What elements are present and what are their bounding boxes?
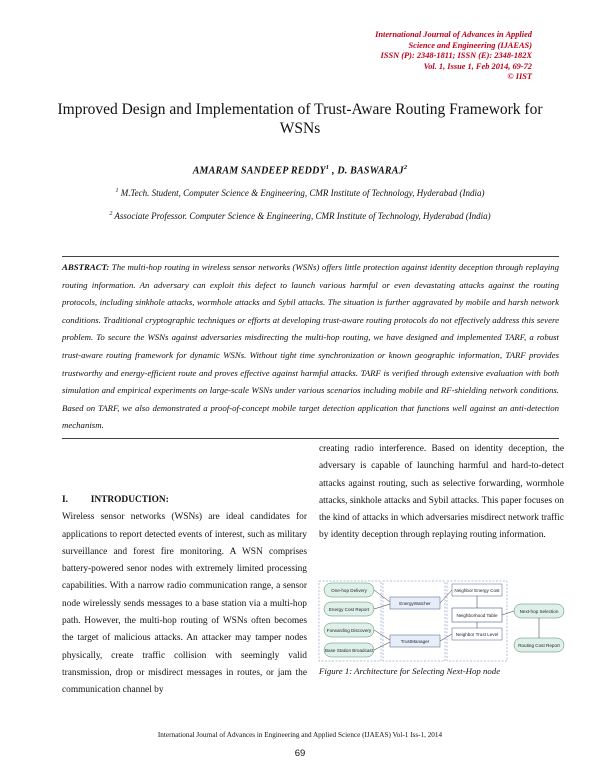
intro-left-text: Wireless sensor networks (WSNs) are ideal candidates for applications to report detected events of interest, such as military surveillance and forest fire monitoring. A WSN comprises battery-powered senor nodes with extremely limited processing capabilities. With a narrow radio communication range, a sensor node wirelessly sends messages to a base station via a multi-hop path. However, the multi-hop routing of WSNs often becomes the target of malicious attacks. An attacker may tamper nodes physically, create traffic collision with seemingly valid transmission, drop or misdirect messages in routes, or jam the communication channel by [62,512,307,696]
svg-text:Neighbor Trust Level: Neighbor Trust Level [455,632,499,637]
svg-text:Base Station Broadcast: Base Station Broadcast [324,648,374,653]
affiliation-1-sup: 1 [115,188,119,194]
volume-line: Vol. 1, Issue 1, Feb 2014, 69-72 [423,61,532,71]
author-2: D. BASWARAJ [337,165,404,177]
neighbor-energy-cost-box [452,584,502,596]
svg-text:Energy Cost Report: Energy Cost Report [328,607,370,612]
author-line [0,164,600,176]
abstract [62,256,559,439]
intro-right-text: creating radio interference. Based on identity deception, the adversary is capable of launching harmful and hard-to-detect attacks against routing, such as selective forwarding, wormhole attacks, sinkhole attacks and Sybil attacks. This paper focuses on the kind of attacks in which adversaries misdirect network traffic by identity deception through replaying routing information. [319,444,564,541]
trust-manager-box [390,635,440,647]
forwarding-discovery-box [324,623,374,637]
svg-text:Neighbor Energy Cost: Neighbor Energy Cost [454,588,500,593]
architecture-figure [318,580,568,662]
copyright-line: © IIST [507,72,532,82]
journal-name-line1: International Journal of Advances in Applied [375,30,532,39]
author-1-sup: 1 [325,164,330,171]
one-hop-delivery-box [324,583,374,597]
issn-line: ISSN (P): 2348-1811; ISSN (E): 2348-182X [380,51,532,61]
section-title: INTRODUCTION: [90,495,169,505]
energy-cost-report-box [324,602,374,616]
author-1: AMARAM SANDEEP REDDY [192,165,326,177]
abstract-label: ABSTRACT: [62,262,110,272]
left-column [62,492,307,700]
neighbor-trust-level-box [452,628,502,640]
paper-title: Improved Design and Implementation of Trust-Aware Routing Framework for WSNs [57,101,543,137]
next-hop-selection-box [514,604,564,618]
affiliation-2 [0,211,600,221]
section-number: I. [62,495,68,505]
affiliation-1 [0,188,600,198]
journal-name-line2: Science and Engineering (IJAEAS) [408,40,532,50]
page-number: 69 [294,748,306,759]
architecture-diagram [318,580,568,662]
author-2-sup: 2 [403,164,408,171]
affiliation-1-text: M.Tech. Student, Computer Science & Engineering, CMR Institute of Technology, Hyderabad (India) [120,188,485,198]
abstract-text: The multi-hop routing in wireless sensor networks (WSNs) offers little protection against identity deception through replaying routing information. An adversary can exploit this defect to launch various harmful or even devastating attacks against the routing protocols, including sinkhole attacks, wormhole attacks and Sybil attacks. The situation is further aggravated by mobile and harsh network conditions. Traditional cryptographic techniques or efforts at developing trust-aware routing protocols do not effectively address this severe problem. To secure the WSNs against adversaries misdirecting the multi-hop routing, we have designed and implemented TARF, a robust trust-aware routing framework for dynamic WSNs. Without tight time synchronization or known geographic information, TARF provides trustworthy and energy-efficient route and proves effective against harmful attacks. TARF is verified through extensive evaluation with both simulation and empirical experiments on large-scale WSNs under various scenarios including mobile and RF-shielding network conditions. Based on TARF, we also demonstrated a proof-of-concept mobile target detection application that functions well against an anti-detection mechanism. [62,262,559,431]
page-footer: International Journal of Advances in Engineering and Applied Science (IJAEAS) Vol-1 Iss-1, 2014 [157,731,443,739]
svg-text:One-hop Delivery: One-hop Delivery [331,588,367,593]
svg-text:Routing Cost Report: Routing Cost Report [518,643,560,648]
energy-watcher-box [390,597,440,609]
svg-text:Forwarding Discovery: Forwarding Discovery [326,628,372,633]
figure-caption: Figure 1: Architecture for Selecting Next-Hop node [319,666,501,676]
svg-text:Next-hop Selection: Next-hop Selection [519,609,559,614]
neighborhood-table-box [452,608,502,622]
right-column [319,441,564,545]
section-heading [62,492,307,509]
base-station-broadcast-box [324,643,374,657]
svg-text:EnergyWatcher: EnergyWatcher [399,601,431,606]
svg-text:Neighborhood Table: Neighborhood Table [456,613,498,618]
author-separator: , [329,165,338,177]
affiliation-2-text: Associate Professor. Computer Science & Engineering, CMR Institute of Technology, Hyderabad (India) [114,211,491,221]
journal-header [312,30,532,83]
routing-cost-report-box [514,638,564,652]
svg-text:TrustManager: TrustManager [400,639,430,644]
affiliation-2-sup: 2 [109,211,113,217]
